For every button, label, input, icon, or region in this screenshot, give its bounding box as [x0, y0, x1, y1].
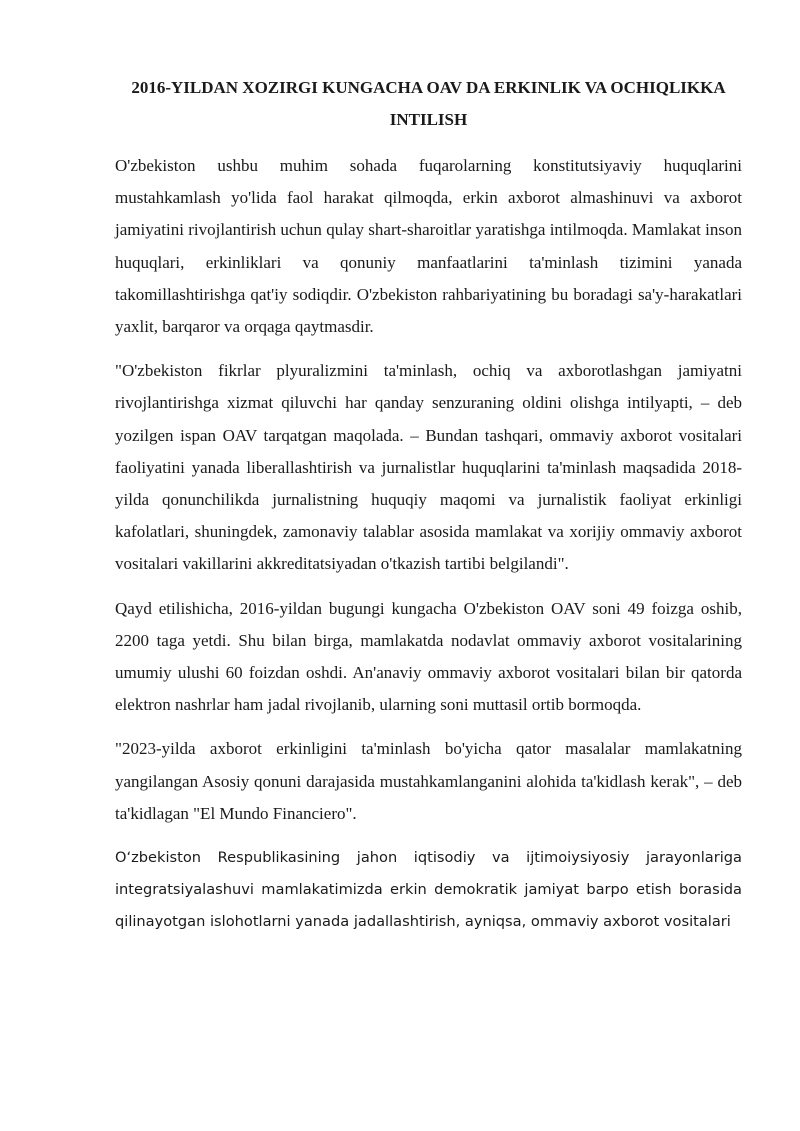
- paragraph-2: "O'zbekiston fikrlar plyuralizmini ta'minlash, ochiq va axborotlashgan jamiyatni rivojlantirishga xizmat qiluvchi har qanday senzuraning oldini olishga intilyapti, – deb yozilgen ispan OAV tarqatgan maqolada. – Bundan tashqari, ommaviy axborot vositalari faoliyatini yanada liberallashtirish va jurnalistlar huquqlarini ta'minlash maqsadida 2018-yilda qonunchilikda jurnalistning huquqiy maqomi va jurnalistik faoliyat erkinligi kafolatlari, shuningdek, zamonaviy talablar asosida mamlakat va xorijiy ommaviy axborot vositalari vakillarini akkreditatsiyadan o'tkazish tartibi belgilandi".: [115, 361, 742, 574]
- paragraph-4: "2023-yilda axborot erkinligini ta'minlash bo'yicha qator masalalar mamlakatning yangilangan Asosiy qonuni darajasida mustahkamlanganini alohida ta'kidlash kerak", – deb ta'kidlagan "El Mundo Financiero".: [115, 739, 742, 823]
- paragraph-1: O'zbekiston ushbu muhim sohada fuqarolarning konstitutsiyaviy huquqlarini mustahkamlash yo'lida faol harakat qilmoqda, erkin axborot almashinuvi va axborot jamiyatini rivojlantirish uchun qulay shart-sharoitlar yaratishga intilmoqda. Mamlakat inson huquqlari, erkinliklari va qonuniy manfaatlarini ta'minlash tizimini yanada takomillashtirishga qat'iy sodiqdir. O'zbekiston rahbariyatining bu boradagi sa'y-harakatlari yaxlit, barqaror va orqaga qaytmasdir.: [115, 156, 742, 337]
- document-title: 2016-YILDAN XOZIRGI KUNGACHA OAV DA ERKINLIK VA OCHIQLIKKA INTILISH: [131, 78, 726, 129]
- document-page: [115, 72, 742, 951]
- paragraph-3: Qayd etilishicha, 2016-yildan bugungi kungacha O'zbekiston OAV soni 49 foizga oshib, 2200 taga yetdi. Shu bilan birga, mamlakatda nodavlat ommaviy axborot vositalarining umumiy ulushi 60 foizdan oshdi. An'anaviy ommaviy axborot vositalari bilan bir qatorda elektron nashrlar ham jadal rivojlanib, ularning soni muttasil ortib bormoqda.: [115, 598, 742, 715]
- paragraph-5: O‘zbekiston Respublikasining jahon iqtisodiy va ijtimoiysiyosiy jarayonlariga integratsiyalashuvi mamlakatimizda erkin demokratik jamiyat barpo etish borasida qilinayotgan islohotlarni yanada jadallashtirish, ayniqsa, ommaviy axborot vositalari: [115, 849, 742, 931]
